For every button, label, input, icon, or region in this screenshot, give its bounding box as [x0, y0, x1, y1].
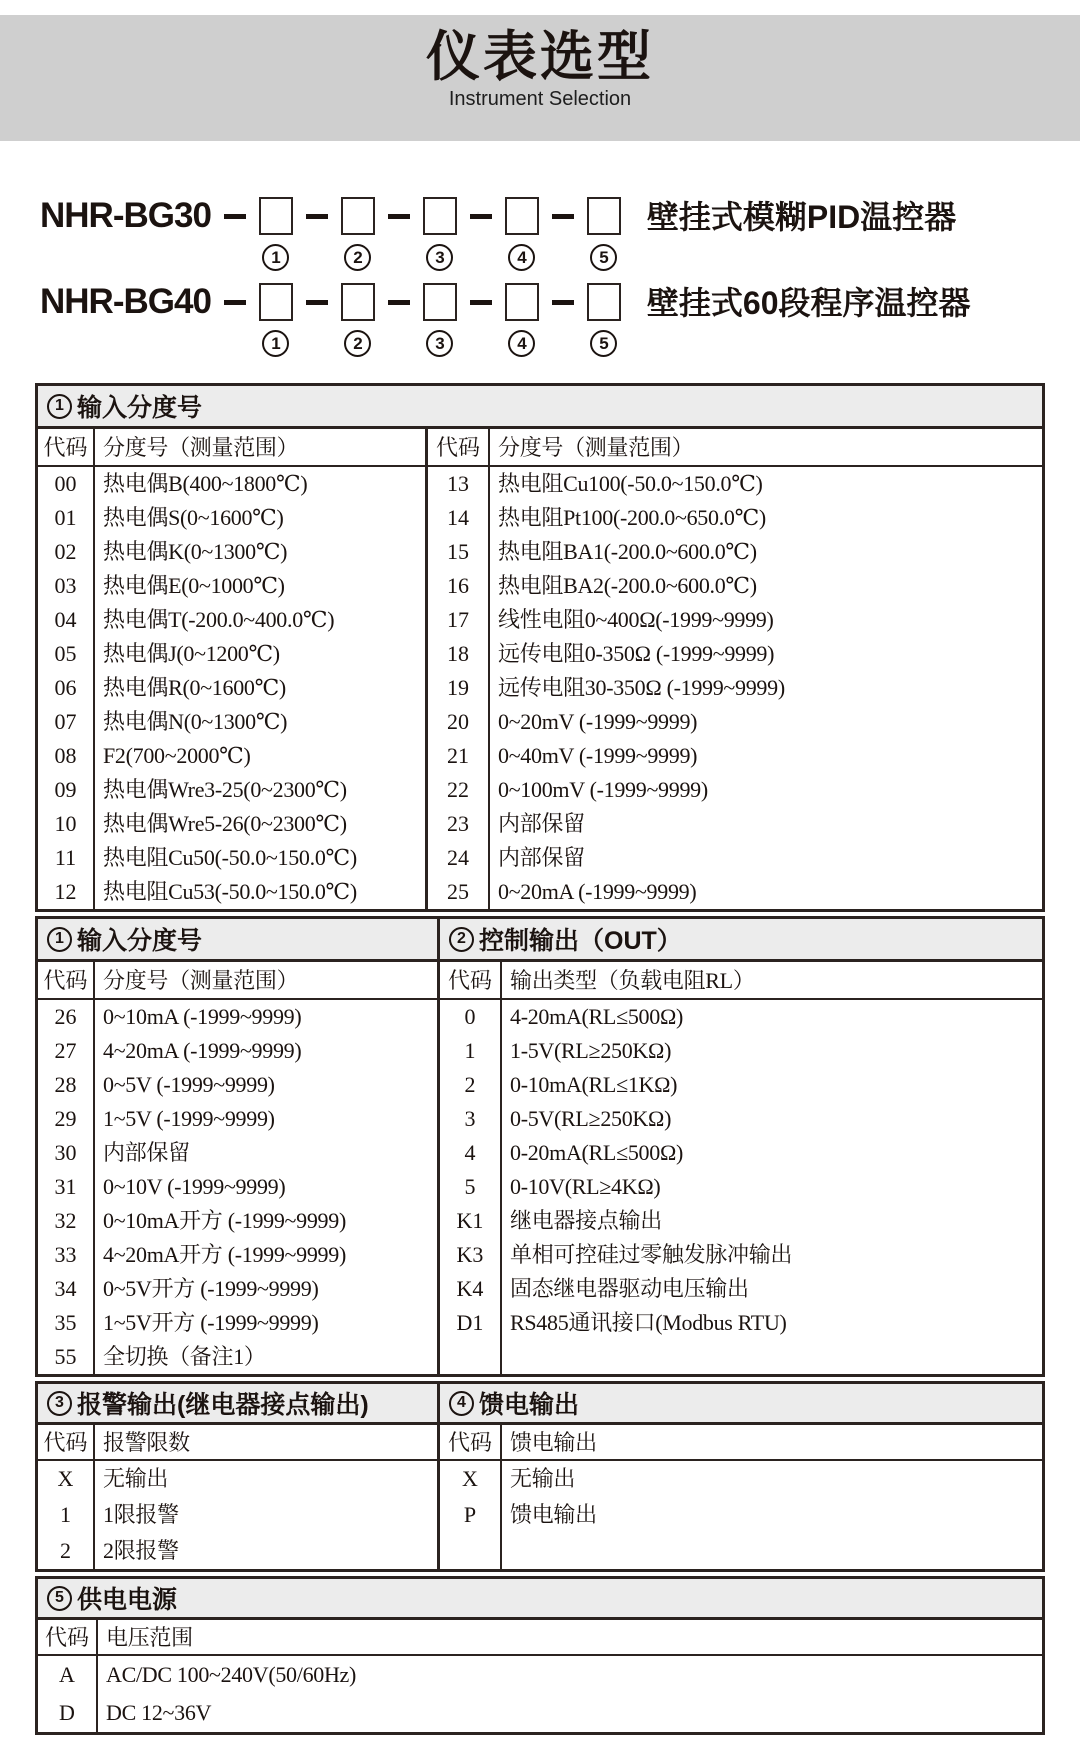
code-placeholder-box — [587, 197, 621, 235]
model-code-slot — [259, 283, 293, 357]
model-code-slots — [211, 283, 621, 357]
row-label: 4~20mA开方 (-1999~9999) — [103, 1242, 346, 1267]
model-code-slot — [423, 283, 457, 357]
label-column — [98, 1620, 1042, 1732]
model-code-slots — [211, 197, 621, 271]
col-header-label: 分度号（测量范围） — [95, 962, 437, 1000]
row-code: 30 — [54, 1140, 77, 1165]
col-header-label: 输出类型（负载电阻RL） — [502, 962, 1042, 1000]
row-code: 05 — [54, 641, 77, 666]
section-number-circle: 2 — [449, 927, 474, 952]
row-label: 全切换（备注1） — [103, 1344, 266, 1369]
code-placeholder-box — [423, 283, 457, 321]
row-code: 21 — [447, 743, 469, 768]
row-label: 0~10mA (-1999~9999) — [103, 1004, 302, 1029]
table-right-half — [440, 962, 1042, 1374]
row-code: 16 — [447, 573, 469, 598]
row-code: 55 — [54, 1344, 77, 1369]
row-code: 03 — [54, 573, 77, 598]
model-code-slot — [341, 283, 375, 357]
row-code: 1 — [60, 1502, 71, 1527]
row-label: 热电偶E(0~1000℃) — [103, 573, 285, 598]
row-code: X — [462, 1466, 478, 1491]
row-label: 固态继电器驱动电压输出 — [510, 1276, 749, 1301]
code-column — [38, 962, 95, 1374]
position-number-circle: 1 — [262, 330, 289, 357]
row-label: 0~10V (-1999~9999) — [103, 1174, 286, 1199]
selection-table-4 — [35, 1576, 1045, 1735]
table-body — [38, 962, 1042, 1374]
col-header-code: 代码 — [440, 1425, 500, 1461]
row-label: 1-5V(RL≥250KΩ) — [510, 1038, 672, 1063]
row-label: 0-10mA(RL≤1KΩ) — [510, 1072, 678, 1097]
row-code: 2 — [60, 1538, 71, 1563]
position-number-circle: 5 — [590, 330, 617, 357]
row-code: 01 — [54, 505, 77, 530]
row-label: 热电偶Wre3-25(0~2300℃) — [103, 777, 347, 802]
row-code: 19 — [447, 675, 469, 700]
row-code: 15 — [447, 539, 469, 564]
dash-separator — [470, 214, 492, 219]
row-label: 1~5V开方 (-1999~9999) — [103, 1310, 319, 1335]
row-label: 0~10mA开方 (-1999~9999) — [103, 1208, 346, 1233]
position-number-circle: 3 — [426, 244, 453, 271]
row-code: 13 — [447, 471, 469, 496]
row-code: 00 — [54, 471, 77, 496]
row-label: 2限报警 — [103, 1538, 179, 1563]
code-placeholder-box — [505, 197, 539, 235]
row-label: 热电偶T(-200.0~400.0℃) — [103, 607, 335, 632]
row-label: 1~5V (-1999~9999) — [103, 1106, 275, 1131]
row-label: 热电偶J(0~1200℃) — [103, 641, 280, 666]
code-placeholder-box — [341, 283, 375, 321]
code-column — [440, 962, 502, 1374]
row-code: 04 — [54, 607, 77, 632]
table-body — [38, 1425, 1042, 1569]
position-number-circle: 1 — [262, 244, 289, 271]
row-code: 20 — [447, 709, 469, 734]
row-code: 17 — [447, 607, 469, 632]
row-code: 27 — [54, 1038, 77, 1063]
row-label: 馈电输出 — [510, 1502, 597, 1527]
row-code: X — [57, 1466, 74, 1491]
row-code: 24 — [447, 845, 469, 870]
section-title: 输入分度号 — [77, 394, 203, 422]
code-column — [38, 1425, 95, 1569]
model-description: 壁挂式模糊PID温控器 — [646, 199, 957, 235]
position-number-circle: 2 — [344, 330, 371, 357]
section-header-band — [38, 919, 1042, 962]
table-left-half — [38, 429, 428, 909]
code-column — [440, 1425, 502, 1569]
row-label: 热电偶K(0~1300℃) — [103, 539, 288, 564]
row-label: 内部保留 — [498, 845, 585, 870]
col-header-code: 代码 — [38, 429, 93, 467]
row-label: 热电阻Cu50(-50.0~150.0℃) — [103, 845, 357, 870]
row-label: 0~20mA (-1999~9999) — [498, 879, 697, 904]
col-header-code: 代码 — [428, 429, 488, 467]
col-header-label: 馈电输出 — [502, 1425, 1042, 1461]
row-code: 3 — [464, 1106, 476, 1131]
row-label: 热电阻Cu100(-50.0~150.0℃) — [498, 471, 763, 496]
row-label: 0~20mV (-1999~9999) — [498, 709, 698, 734]
row-code: 09 — [54, 777, 77, 802]
row-code: D — [59, 1700, 75, 1725]
label-column — [95, 429, 425, 909]
model-name: NHR-BG40 — [40, 282, 211, 321]
section-header — [440, 1384, 1042, 1422]
row-code: 22 — [447, 777, 469, 802]
row-code: 26 — [54, 1004, 77, 1029]
section-number-circle: 5 — [47, 1586, 72, 1611]
row-code: 06 — [54, 675, 77, 700]
position-number-circle: 5 — [590, 244, 617, 271]
table-right-half — [440, 1425, 1042, 1569]
model-name: NHR-BG30 — [40, 196, 211, 235]
dash-separator — [552, 214, 574, 219]
row-label: 热电阻BA2(-200.0~600.0℃) — [498, 573, 757, 598]
code-placeholder-box — [505, 283, 539, 321]
row-label: F2(700~2000℃) — [103, 743, 251, 768]
row-code: 10 — [54, 811, 77, 836]
col-header-code: 代码 — [440, 962, 500, 1000]
dash-separator — [306, 300, 328, 305]
dash-separator — [470, 300, 492, 305]
position-number-circle: 4 — [508, 330, 535, 357]
model-row-bg30 — [40, 197, 1080, 273]
section-header — [38, 1579, 1042, 1617]
dash-separator — [306, 214, 328, 219]
section-title: 输入分度号 — [77, 927, 203, 955]
code-placeholder-box — [259, 197, 293, 235]
row-code: 11 — [54, 845, 77, 870]
row-code: 31 — [54, 1174, 77, 1199]
col-header-label: 分度号（测量范围） — [95, 429, 425, 467]
row-code: 18 — [447, 641, 469, 666]
col-header-label: 电压范围 — [98, 1620, 1042, 1656]
section-number-circle: 1 — [47, 927, 72, 952]
row-code: A — [59, 1662, 75, 1687]
section-header-band — [38, 1579, 1042, 1620]
model-code-slot — [423, 197, 457, 271]
model-description: 壁挂式60段程序温控器 — [646, 285, 971, 321]
code-placeholder-box — [587, 283, 621, 321]
row-code: 0 — [464, 1004, 476, 1029]
row-label: 0~40mV (-1999~9999) — [498, 743, 698, 768]
row-code: 25 — [447, 879, 469, 904]
table-left-half — [38, 1620, 1042, 1732]
model-code-slot — [505, 197, 539, 271]
row-code: 32 — [54, 1208, 77, 1233]
row-label: 热电偶S(0~1600℃) — [103, 505, 284, 530]
selection-table-3 — [35, 1381, 1045, 1572]
table-left-half — [38, 1425, 440, 1569]
row-label: 继电器接点输出 — [510, 1208, 662, 1233]
row-label: 0-10V(RL≥4KΩ) — [510, 1174, 661, 1199]
position-number-circle: 2 — [344, 244, 371, 271]
section-header — [38, 386, 1042, 426]
code-placeholder-box — [341, 197, 375, 235]
label-column — [95, 962, 437, 1374]
code-column — [428, 429, 490, 909]
section-number-circle: 3 — [47, 1391, 72, 1416]
section-header — [440, 919, 1042, 959]
row-label: 0~5V (-1999~9999) — [103, 1072, 275, 1097]
row-code: 23 — [447, 811, 469, 836]
row-code: 14 — [447, 505, 469, 530]
dash-separator — [388, 214, 410, 219]
row-label: 远传电阻30-350Ω (-1999~9999) — [498, 675, 785, 700]
code-column — [38, 1620, 98, 1732]
table-body — [38, 429, 1042, 909]
code-placeholder-box — [259, 283, 293, 321]
row-label: 热电偶B(400~1800℃) — [103, 471, 308, 496]
row-code: 07 — [54, 709, 77, 734]
row-label: 线性电阻0~400Ω(-1999~9999) — [498, 607, 774, 632]
row-label: DC 12~36V — [106, 1700, 212, 1725]
table-body — [38, 1620, 1042, 1732]
row-label: 1限报警 — [103, 1502, 179, 1527]
row-code: 4 — [464, 1140, 476, 1165]
col-header-label: 分度号（测量范围） — [490, 429, 1042, 467]
selection-tables — [35, 383, 1045, 1735]
label-column — [490, 429, 1042, 909]
model-code-slot — [587, 197, 621, 271]
row-label: 单相可控硅过零触发脉冲输出 — [510, 1242, 793, 1267]
title-band — [0, 15, 1080, 141]
section-title: 报警输出(继电器接点输出) — [77, 1391, 369, 1419]
section-header — [38, 1384, 440, 1422]
dash-separator — [224, 214, 246, 219]
section-title: 控制输出（OUT） — [479, 927, 682, 955]
row-label: 无输出 — [103, 1466, 169, 1491]
row-code: K3 — [456, 1242, 484, 1267]
row-code: P — [463, 1502, 477, 1527]
table-left-half — [38, 962, 440, 1374]
row-code: 29 — [54, 1106, 77, 1131]
model-code-slot — [505, 283, 539, 357]
row-code: 08 — [54, 743, 77, 768]
position-number-circle: 4 — [508, 244, 535, 271]
row-code: 1 — [464, 1038, 476, 1063]
dash-separator — [388, 300, 410, 305]
label-column — [502, 962, 1042, 1374]
section-number-circle: 4 — [449, 1391, 474, 1416]
section-header-band — [38, 1384, 1042, 1425]
row-code: 34 — [54, 1276, 77, 1301]
col-header-label: 报警限数 — [95, 1425, 437, 1461]
row-label: RS485通讯接口(Modbus RTU) — [510, 1310, 787, 1335]
row-label: 0~100mV (-1999~9999) — [498, 777, 708, 802]
section-title: 供电电源 — [77, 1586, 178, 1614]
selection-table-2 — [35, 916, 1045, 1377]
row-label: 热电偶N(0~1300℃) — [103, 709, 288, 734]
dash-separator — [552, 300, 574, 305]
row-code: 2 — [464, 1072, 476, 1097]
row-label: 热电偶R(0~1600℃) — [103, 675, 286, 700]
row-label: 0-20mA(RL≤500Ω) — [510, 1140, 684, 1165]
row-code: 35 — [54, 1310, 77, 1335]
section-number-circle: 1 — [47, 394, 72, 419]
col-header-code: 代码 — [38, 962, 93, 1000]
row-code: K4 — [456, 1276, 484, 1301]
model-code-slot — [259, 197, 293, 271]
model-row-bg40 — [40, 283, 1080, 359]
row-code: 28 — [54, 1072, 77, 1097]
page-title: 仪表选型 — [426, 27, 654, 87]
page-subtitle: Instrument Selection — [448, 88, 632, 110]
section-header — [38, 919, 440, 959]
row-label: 0~5V开方 (-1999~9999) — [103, 1276, 319, 1301]
row-code: 12 — [54, 879, 77, 904]
selection-table-1 — [35, 383, 1045, 912]
row-label: 远传电阻0-350Ω (-1999~9999) — [498, 641, 775, 666]
row-label: 0-5V(RL≥250KΩ) — [510, 1106, 672, 1131]
row-label: AC/DC 100~240V(50/60Hz) — [106, 1662, 357, 1687]
label-column — [95, 1425, 437, 1569]
model-code-slot — [587, 283, 621, 357]
code-placeholder-box — [423, 197, 457, 235]
row-label: 4-20mA(RL≤500Ω) — [510, 1004, 684, 1029]
code-column — [38, 429, 95, 909]
row-label: 热电阻BA1(-200.0~600.0℃) — [498, 539, 757, 564]
row-code: 33 — [54, 1242, 77, 1267]
row-label: 无输出 — [510, 1466, 576, 1491]
row-code: D1 — [456, 1310, 484, 1335]
row-label: 内部保留 — [103, 1140, 190, 1165]
model-code-diagrams — [0, 197, 1080, 359]
section-header-band — [38, 386, 1042, 429]
row-label: 热电阻Pt100(-200.0~650.0℃) — [498, 505, 766, 530]
row-code: K1 — [456, 1208, 484, 1233]
table-right-half — [428, 429, 1042, 909]
row-label: 内部保留 — [498, 811, 585, 836]
row-label: 热电偶Wre5-26(0~2300℃) — [103, 811, 347, 836]
row-label: 热电阻Cu53(-50.0~150.0℃) — [103, 879, 357, 904]
section-title: 馈电输出 — [479, 1391, 580, 1419]
dash-separator — [224, 300, 246, 305]
col-header-code: 代码 — [38, 1425, 93, 1461]
row-label: 4~20mA (-1999~9999) — [103, 1038, 302, 1063]
row-code: 02 — [54, 539, 77, 564]
col-header-code: 代码 — [38, 1620, 96, 1656]
model-code-slot — [341, 197, 375, 271]
label-column — [502, 1425, 1042, 1569]
position-number-circle: 3 — [426, 330, 453, 357]
row-code: 5 — [464, 1174, 476, 1199]
